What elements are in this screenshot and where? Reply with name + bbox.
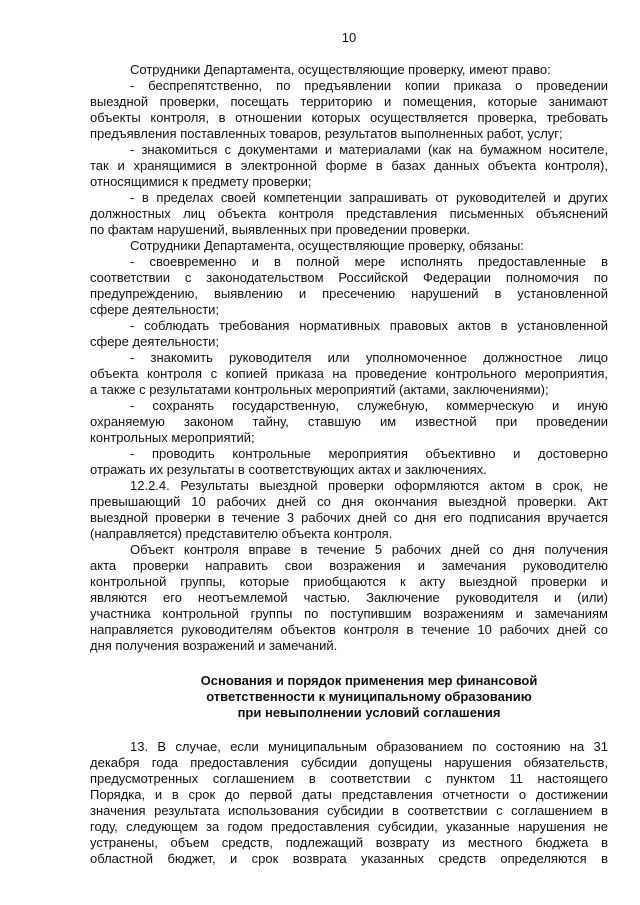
- paragraph-line: значения результата использования субсидии в соответствии с соглашением в: [90, 803, 608, 818]
- paragraph-line: объекты контроля, в отношении которых осуществляется проверка, требовать: [90, 110, 608, 125]
- paragraph-line: являются его неотъемлемой частью. Заключение руководителя и (или): [90, 590, 608, 605]
- page-number: 10: [341, 30, 357, 45]
- paragraph-line: а также с результатами контрольных мероприятий (актами, заключениями);: [90, 382, 549, 397]
- paragraph: [90, 318, 608, 350]
- paragraph-line: 12.2.4. Результаты выездной проверки оформляются актом в срок, не: [130, 478, 608, 493]
- paragraph-line: контрольной группы, которые приобщаются к акту выездной проверки и: [90, 574, 608, 589]
- heading-line: Основания и порядок применения мер финансовой: [200, 673, 538, 688]
- paragraph-line: 13. В случае, если муниципальным образованием по состоянию на 31: [130, 739, 608, 754]
- paragraph-line: выездной проверки, посещать территорию и помещения, которые занимают: [90, 94, 608, 109]
- paragraph: [90, 398, 608, 446]
- paragraph-line: акта проверки направить свои возражения и замечания руководителю: [90, 558, 608, 573]
- paragraph: [90, 739, 608, 867]
- paragraph-line: - знакомить руководителя или уполномоченное должностное лицо: [130, 350, 608, 365]
- paragraph-line: отражать их результаты в соответствующих актах и заключениях.: [90, 462, 487, 477]
- paragraph-line: участника контрольной группы по поступившим возражениям и замечаниям: [90, 606, 608, 621]
- paragraph: [90, 62, 608, 78]
- paragraph-line: Порядка, и в срок до первой даты представления отчетности о достижении: [90, 787, 608, 802]
- paragraph: [90, 190, 608, 238]
- paragraph-line: устранены, объем средств, подлежащий возврату из местного бюджета в: [90, 835, 608, 850]
- paragraph: [90, 254, 608, 318]
- paragraph-line: предупреждению, выявлению и пресечению нарушений в установленной: [90, 286, 608, 301]
- paragraph-line: по фактам нарушений, выявленных при проведении проверки.: [90, 222, 471, 237]
- body-text-bottom: [90, 739, 608, 867]
- paragraph-line: - проводить контрольные мероприятия объективно и достоверно: [130, 446, 608, 461]
- paragraph-line: так и хранящимися в электронной форме в базах данных объекта контроля),: [90, 158, 608, 173]
- section-heading: [130, 673, 608, 721]
- paragraph: [90, 238, 608, 254]
- paragraph-line: - соблюдать требования нормативных правовых актов в установленной: [130, 318, 608, 333]
- paragraph: [90, 478, 608, 542]
- paragraph-line: объекта контроля с копией приказа на проведение контрольного мероприятия,: [90, 366, 608, 381]
- heading-line: ответственности к муниципальному образованию: [206, 689, 532, 704]
- paragraph-line: соответствии с законодательством Российской Федерации полномочия по: [90, 270, 608, 285]
- paragraph-line: - своевременно и в полной мере исполнять предоставленные в: [130, 254, 608, 269]
- paragraph-line: Сотрудники Департамента, осуществляющие проверку, имеют право:: [130, 62, 551, 77]
- paragraph-line: предъявления поставленных товаров, результатов выполненных работ, услуг;: [90, 126, 563, 141]
- body-text-top: [90, 62, 608, 654]
- paragraph: [90, 542, 608, 654]
- paragraph-line: охраняемую законом тайну, ставшую им известной при проведении: [90, 414, 608, 429]
- paragraph-line: выездной проверки в течение 3 рабочих дней со дня его подписания вручается: [90, 510, 608, 525]
- paragraph-line: областной бюджет, и срок возврата указанных средств определяются в: [90, 851, 608, 866]
- paragraph-line: контрольных мероприятий;: [90, 430, 255, 445]
- paragraph-line: декабря года предоставления субсидии допущены нарушения обязательств,: [90, 755, 608, 770]
- paragraph-line: должностных лиц объекта контроля представления письменных объяснений: [90, 206, 608, 221]
- paragraph-line: дня получения возражений и замечаний.: [90, 638, 338, 653]
- paragraph: [90, 350, 608, 398]
- paragraph-line: Сотрудники Департамента, осуществляющие проверку, обязаны:: [130, 238, 524, 253]
- paragraph-line: предусмотренных соглашением в соответствии с пунктом 11 настоящего: [90, 771, 608, 786]
- paragraph: [90, 78, 608, 142]
- paragraph-line: (направляется) представителю объекта контроля.: [90, 526, 393, 541]
- paragraph-line: сфере деятельности;: [90, 334, 220, 349]
- paragraph-line: - в пределах своей компетенции запрашивать от руководителей и других: [130, 190, 608, 205]
- paragraph-line: превышающий 10 рабочих дней со дня окончания выездной проверки. Акт: [90, 494, 608, 509]
- paragraph-line: году, следующем за годом предоставления субсидии, указанные нарушения не: [90, 819, 608, 834]
- paragraph: [90, 446, 608, 478]
- paragraph-line: направляется руководителям объектов контроля в течение 10 рабочих дней со: [90, 622, 608, 637]
- paragraph-line: Объект контроля вправе в течение 5 рабочих дней со дня получения: [130, 542, 608, 557]
- paragraph-line: относящимися к предмету проверки;: [90, 174, 312, 189]
- paragraph-line: - сохранять государственную, служебную, коммерческую и иную: [130, 398, 608, 413]
- paragraph-line: - беспрепятственно, по предъявлении копии приказа о проведении: [130, 78, 608, 93]
- paragraph-line: - знакомиться с документами и материалами (как на бумажном носителе,: [130, 142, 608, 157]
- paragraph-line: сфере деятельности;: [90, 302, 220, 317]
- heading-line: при невыполнении условий соглашения: [237, 705, 501, 720]
- paragraph: [90, 142, 608, 190]
